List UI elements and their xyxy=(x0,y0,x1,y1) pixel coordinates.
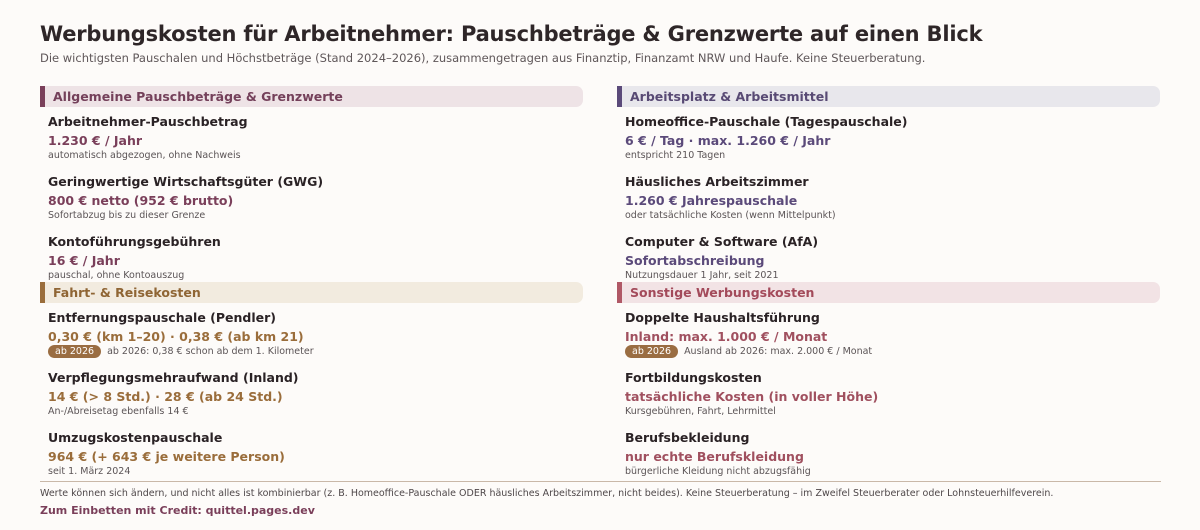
item-value: 964 € (+ 643 € je weitere Person) xyxy=(48,449,285,464)
item-value: Sofortabschreibung xyxy=(625,253,765,268)
section-header-fahrt: Fahrt- & Reisekosten xyxy=(40,282,583,303)
section-header-allgemein: Allgemeine Pauschbeträge & Grenzwerte xyxy=(40,86,583,107)
item-title: Entfernungspauschale (Pendler) xyxy=(48,310,276,325)
section-arbeitsplatz xyxy=(617,86,1160,287)
item-note xyxy=(48,345,583,358)
status-badge: ab 2026 xyxy=(48,345,101,358)
item-note: An-/Abreisetag ebenfalls 14 € xyxy=(48,406,189,417)
list-item xyxy=(48,369,583,423)
section-header-sonstige: Sonstige Werbungskosten xyxy=(617,282,1160,303)
item-note-text: Ausland ab 2026: max. 2.000 € / Monat xyxy=(684,346,873,357)
item-title: Fortbildungskosten xyxy=(625,370,762,385)
list-item xyxy=(625,309,1160,363)
item-note: seit 1. März 2024 xyxy=(48,466,131,477)
item-value: 16 € / Jahr xyxy=(48,253,120,268)
item-title: Kontoführungsgebühren xyxy=(48,234,221,249)
list-item xyxy=(625,173,1160,227)
item-note: Nutzungsdauer 1 Jahr, seit 2021 xyxy=(625,270,779,281)
list-item xyxy=(48,113,583,167)
item-title: Häusliches Arbeitszimmer xyxy=(625,174,809,189)
item-note-text: ab 2026: 0,38 € schon ab dem 1. Kilometer xyxy=(107,346,314,357)
footer-divider xyxy=(40,481,1161,482)
list-item xyxy=(625,233,1160,287)
item-value: 0,30 € (km 1–20) · 0,38 € (ab km 21) xyxy=(48,329,304,344)
item-note: bürgerliche Kleidung nicht abzugsfähig xyxy=(625,466,811,477)
item-title: Arbeitnehmer-Pauschbetrag xyxy=(48,114,248,129)
footer-note: Werte können sich ändern, und nicht alles ist kombinierbar (z. B. Homeoffice-Pauschale ODER häusliches Arbeitszimmer, nicht beides). Keine Steuerberatung – im Zweifel Steuerberater oder Lohnsteuerhilfeverein. xyxy=(40,488,1054,499)
list-item xyxy=(48,173,583,227)
item-note: automatisch abgezogen, ohne Nachweis xyxy=(48,150,241,161)
list-item xyxy=(625,369,1160,423)
section-header-arbeitsplatz: Arbeitsplatz & Arbeitsmittel xyxy=(617,86,1160,107)
item-value: nur echte Berufskleidung xyxy=(625,449,804,464)
item-note: oder tatsächliche Kosten (wenn Mittelpunkt) xyxy=(625,210,836,221)
page-title: Werbungskosten für Arbeitnehmer: Pauschbeträge & Grenzwerte auf einen Blick xyxy=(40,22,983,46)
item-value: 14 € (> 8 Std.) · 28 € (ab 24 Std.) xyxy=(48,389,283,404)
page-subtitle: Die wichtigsten Pauschalen und Höchstbeträge (Stand 2024–2026), zusammengetragen aus Finanztip, Finanzamt NRW und Haufe. Keine Steuerberatung. xyxy=(40,51,926,65)
section-allgemein xyxy=(40,86,583,287)
item-title: Doppelte Haushaltsführung xyxy=(625,310,820,325)
item-value: Inland: max. 1.000 € / Monat xyxy=(625,329,828,344)
item-note: Sofortabzug bis zu dieser Grenze xyxy=(48,210,206,221)
item-note: entspricht 210 Tagen xyxy=(625,150,726,161)
item-note xyxy=(625,345,1160,358)
item-value: 800 € netto (952 € brutto) xyxy=(48,193,234,208)
item-title: Computer & Software (AfA) xyxy=(625,234,819,249)
status-badge: ab 2026 xyxy=(625,345,678,358)
item-note: pauschal, ohne Kontoauszug xyxy=(48,270,185,281)
item-value: 1.260 € Jahrespauschale xyxy=(625,193,798,208)
item-value: 6 € / Tag · max. 1.260 € / Jahr xyxy=(625,133,831,148)
list-item xyxy=(48,309,583,363)
list-item xyxy=(48,429,583,483)
item-title: Berufsbekleidung xyxy=(625,430,750,445)
item-title: Verpflegungsmehraufwand (Inland) xyxy=(48,370,299,385)
list-item xyxy=(625,429,1160,483)
item-title: Homeoffice-Pauschale (Tagespauschale) xyxy=(625,114,908,129)
item-value: tatsächliche Kosten (in voller Höhe) xyxy=(625,389,879,404)
item-note: Kursgebühren, Fahrt, Lehrmittel xyxy=(625,406,776,417)
item-title: Umzugskostenpauschale xyxy=(48,430,223,445)
footer-credit: Zum Einbetten mit Credit: quittel.pages.dev xyxy=(40,504,315,517)
section-sonstige xyxy=(617,282,1160,483)
item-value: 1.230 € / Jahr xyxy=(48,133,143,148)
list-item xyxy=(48,233,583,287)
item-title: Geringwertige Wirtschaftsgüter (GWG) xyxy=(48,174,324,189)
list-item xyxy=(625,113,1160,167)
section-fahrt xyxy=(40,282,583,483)
